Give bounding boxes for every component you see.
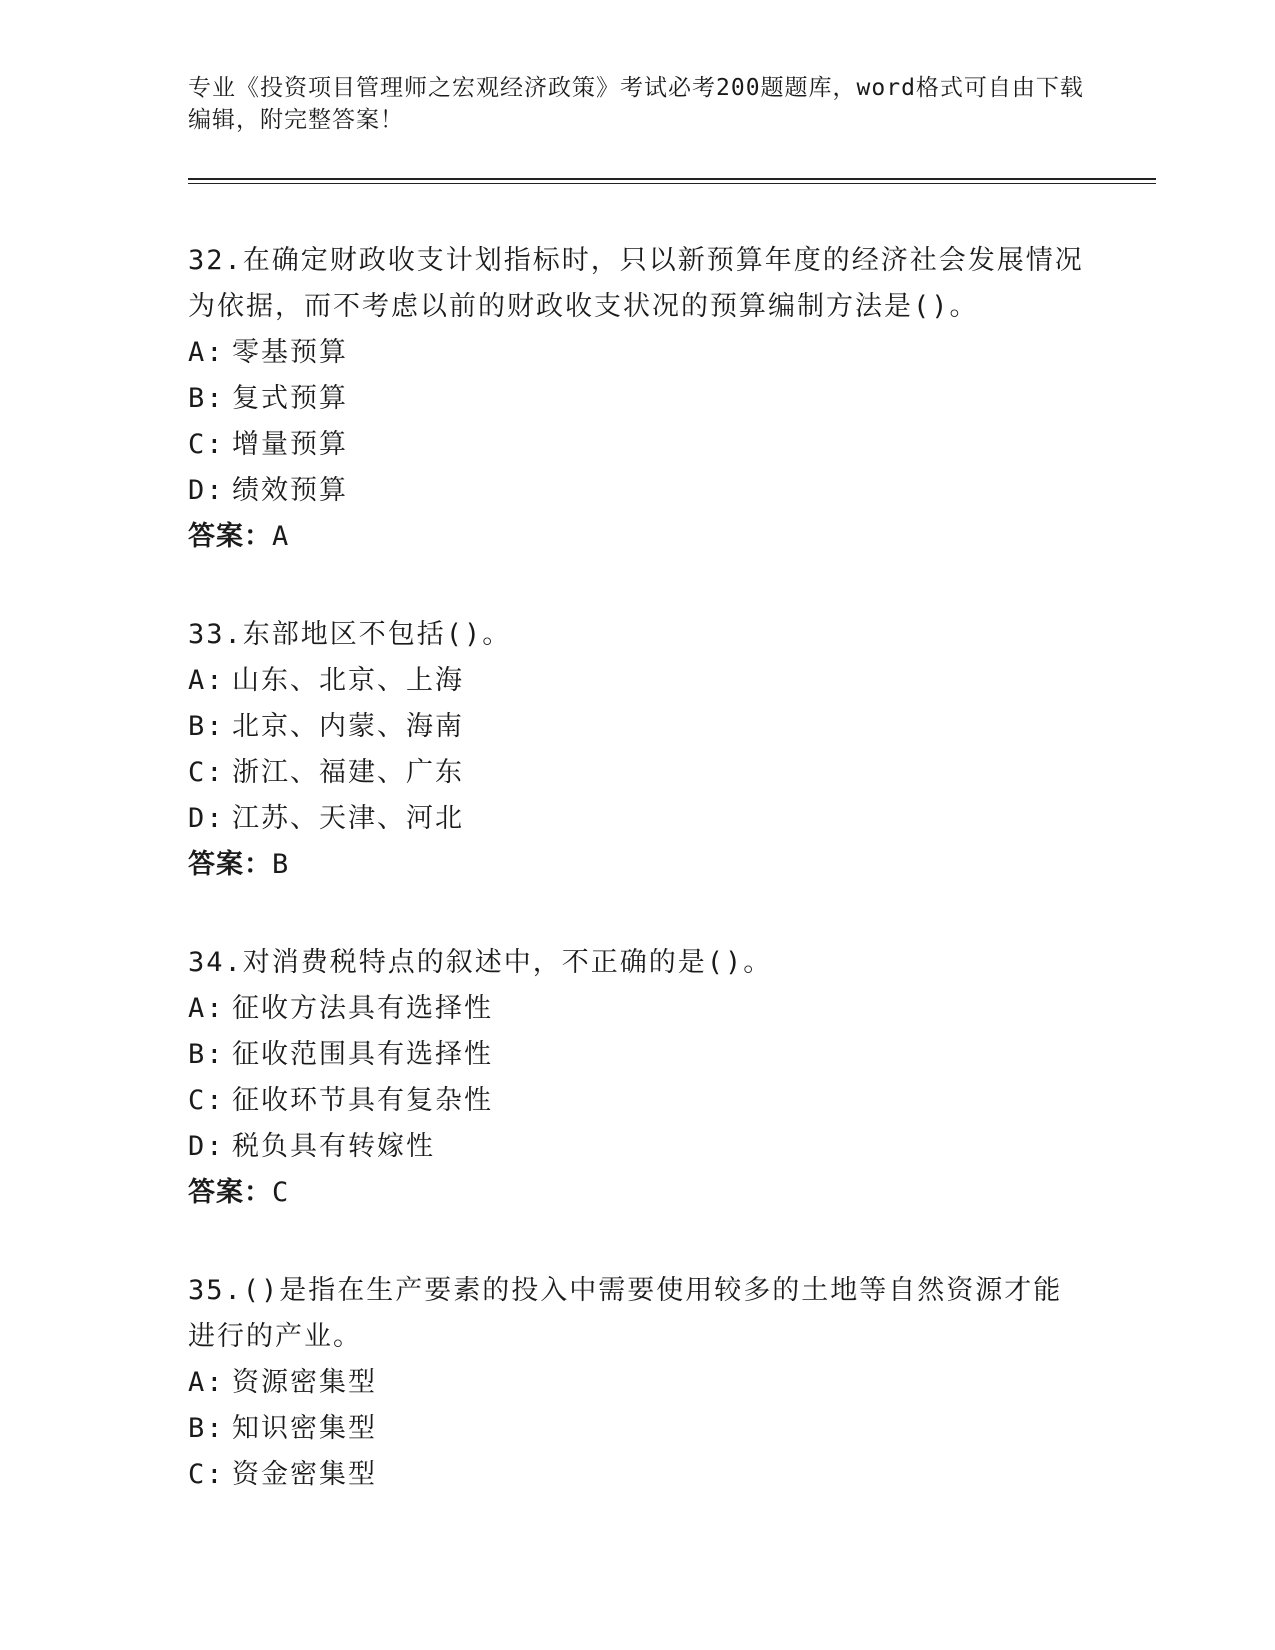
option-text: 税负具有转嫁性 xyxy=(232,1131,435,1162)
option-d xyxy=(188,468,1088,514)
answer-label: 答案： xyxy=(188,521,272,552)
option-text: 增量预算 xyxy=(232,429,348,460)
option-d xyxy=(188,1124,1088,1170)
option-key: D: xyxy=(188,803,225,834)
option-key: D: xyxy=(188,1131,225,1162)
question-stem: 32.在确定财政收支计划指标时，只以新预算年度的经济社会发展情况为依据，而不考虑以前的财政收支状况的预算编制方法是()。 xyxy=(188,245,1084,322)
option-text: 征收范围具有选择性 xyxy=(232,1039,493,1070)
header-divider xyxy=(188,178,1156,180)
question-35 xyxy=(188,1268,1088,1498)
option-key: C: xyxy=(188,1085,225,1116)
answer xyxy=(188,1170,1088,1216)
option-c xyxy=(188,422,1088,468)
option-text: 绩效预算 xyxy=(232,475,348,506)
option-text: 复式预算 xyxy=(232,383,348,414)
option-key: A: xyxy=(188,665,225,696)
answer-label: 答案： xyxy=(188,849,272,880)
option-b xyxy=(188,704,1088,750)
option-key: A: xyxy=(188,993,225,1024)
option-b xyxy=(188,376,1088,422)
answer-label: 答案： xyxy=(188,1177,272,1208)
header-divider-thin xyxy=(188,183,1156,184)
option-text: 征收方法具有选择性 xyxy=(232,993,493,1024)
option-key: B: xyxy=(188,711,225,742)
option-key: B: xyxy=(188,1039,225,1070)
question-32 xyxy=(188,238,1088,560)
option-key: A: xyxy=(188,337,225,368)
answer-value: A xyxy=(272,521,290,552)
option-key: A: xyxy=(188,1367,225,1398)
question-stem: 34.对消费税特点的叙述中，不正确的是()。 xyxy=(188,947,773,978)
option-text: 山东、北京、上海 xyxy=(232,665,464,696)
document-header: 专业《投资项目管理师之宏观经济政策》考试必考200题题库，word格式可自由下载编辑，附完整答案！ xyxy=(188,75,1084,133)
option-a xyxy=(188,986,1088,1032)
option-key: D: xyxy=(188,475,225,506)
option-key: C: xyxy=(188,757,225,788)
option-b xyxy=(188,1032,1088,1078)
option-a xyxy=(188,1360,1088,1406)
option-key: B: xyxy=(188,383,225,414)
answer xyxy=(188,842,1088,888)
option-text: 零基预算 xyxy=(232,337,348,368)
question-33 xyxy=(188,612,1088,888)
answer-value: B xyxy=(272,849,290,880)
question-list xyxy=(188,238,1088,1550)
option-d xyxy=(188,796,1088,842)
option-text: 江苏、天津、河北 xyxy=(232,803,464,834)
question-34 xyxy=(188,940,1088,1216)
option-text: 征收环节具有复杂性 xyxy=(232,1085,493,1116)
option-key: B: xyxy=(188,1413,225,1444)
option-key: C: xyxy=(188,1459,225,1490)
option-a xyxy=(188,330,1088,376)
option-text: 资源密集型 xyxy=(232,1367,377,1398)
option-c xyxy=(188,750,1088,796)
answer xyxy=(188,514,1088,560)
question-stem: 35.()是指在生产要素的投入中需要使用较多的土地等自然资源才能进行的产业。 xyxy=(188,1275,1063,1352)
option-c xyxy=(188,1078,1088,1124)
question-stem: 33.东部地区不包括()。 xyxy=(188,619,512,650)
option-b xyxy=(188,1406,1088,1452)
option-text: 北京、内蒙、海南 xyxy=(232,711,464,742)
option-text: 知识密集型 xyxy=(232,1413,377,1444)
option-key: C: xyxy=(188,429,225,460)
option-a xyxy=(188,658,1088,704)
option-text: 资金密集型 xyxy=(232,1459,377,1490)
answer-value: C xyxy=(272,1177,290,1208)
option-c xyxy=(188,1452,1088,1498)
option-text: 浙江、福建、广东 xyxy=(232,757,464,788)
